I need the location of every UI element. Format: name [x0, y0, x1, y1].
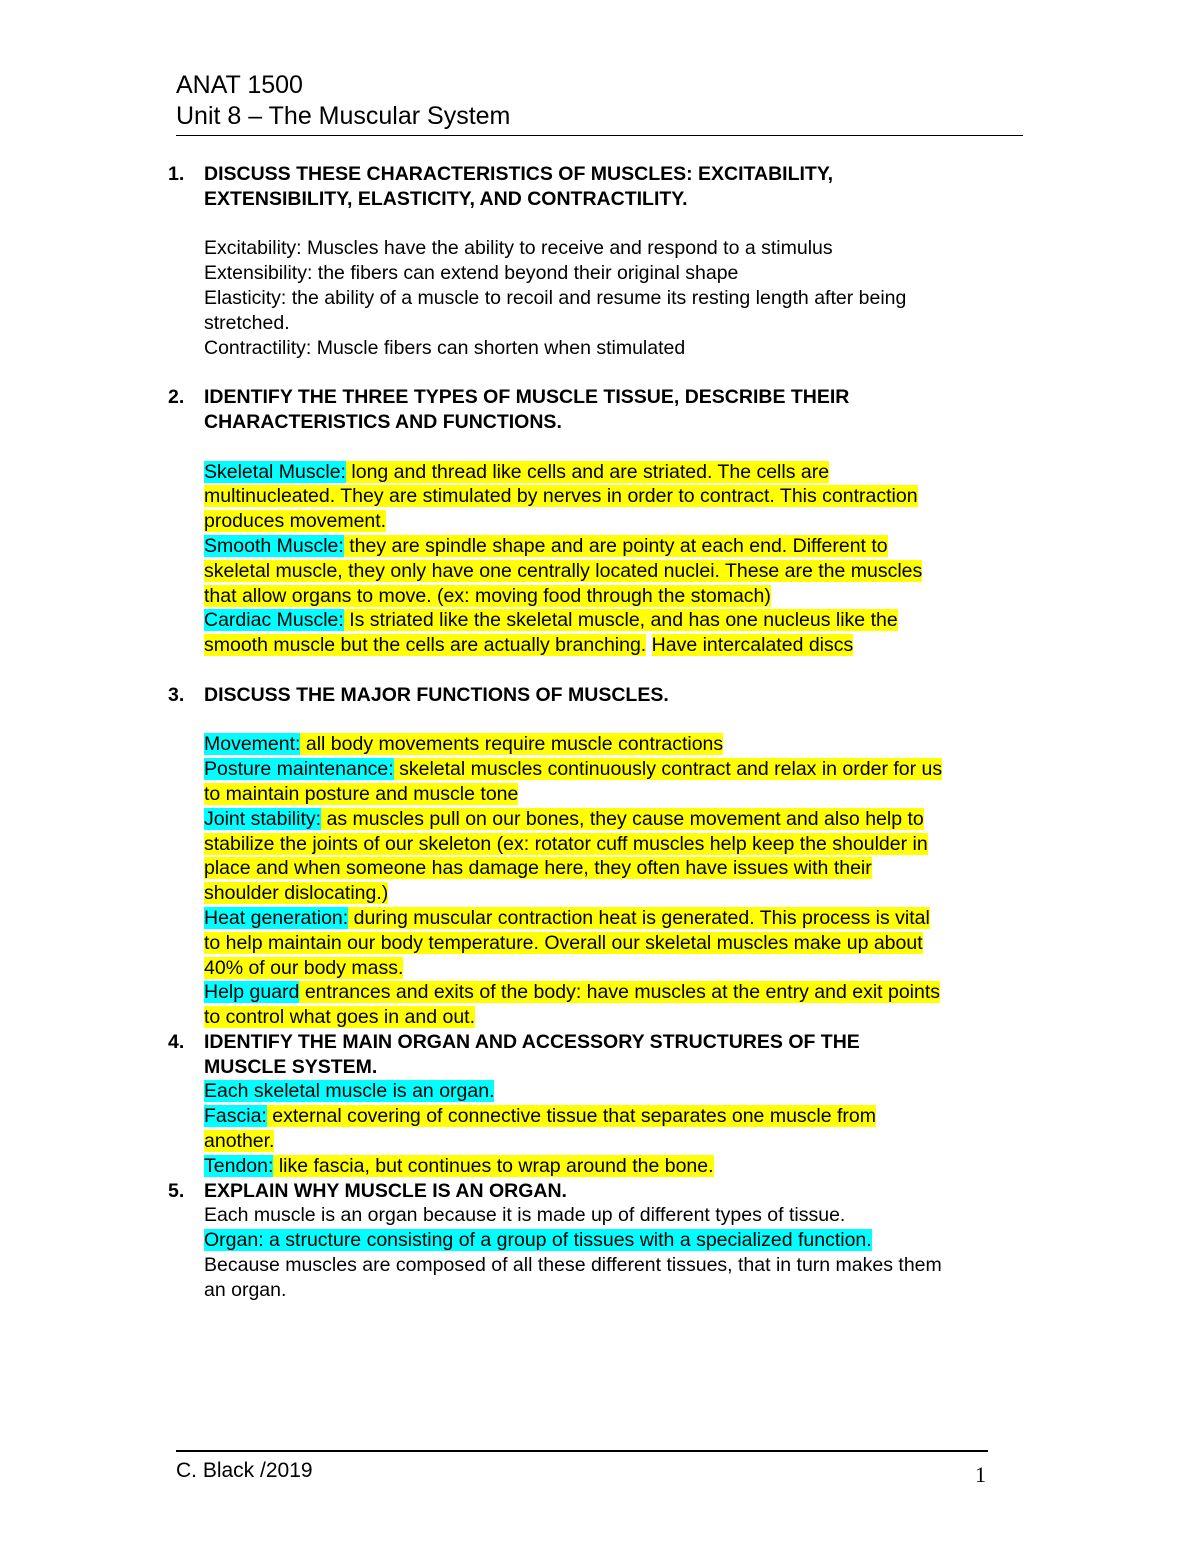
answer-line	[204, 732, 1028, 757]
definition-highlight: that allow organs to move. (ex: moving food through the stomach)	[204, 584, 771, 607]
term-highlight: Fascia:	[204, 1105, 267, 1128]
question-title-line: IDENTIFY THE THREE TYPES OF MUSCLE TISSUE, DESCRIBE THEIR	[204, 386, 850, 409]
term-highlight: Tendon:	[204, 1154, 274, 1177]
definition-highlight: skeletal muscles continuously contract and relax in order for us	[393, 758, 943, 781]
answer-1	[204, 236, 1028, 360]
question-title-line: MUSCLE SYSTEM.	[204, 1055, 378, 1078]
answer-line	[204, 881, 1028, 906]
answer-line	[204, 534, 1028, 559]
footer-author: C. Black /2019	[176, 1459, 313, 1482]
term-highlight: Heat generation:	[204, 906, 349, 929]
answer-line	[204, 1005, 1028, 1030]
definition-highlight: as muscles pull on our bones, they cause movement and also help to	[321, 807, 924, 830]
definition-highlight: place and when someone has damage here, they often have issues with their	[204, 857, 872, 880]
definition-highlight: smooth muscle but the cells are actually branching.	[204, 634, 647, 657]
question-3	[168, 683, 1028, 708]
definition-highlight: skeletal muscle, they only have one centrally located nuclei. These are the muscles	[204, 559, 923, 582]
definition-highlight: entrances and exits of the body: have muscles at the entry and exit points	[299, 981, 941, 1004]
term-highlight: Cardiac Muscle:	[204, 609, 344, 632]
answer-line	[204, 633, 1028, 658]
question-1	[168, 162, 1028, 212]
answer-line	[204, 832, 1028, 857]
definition-highlight: 40% of our body mass.	[204, 956, 404, 979]
answer-3	[204, 732, 1028, 1030]
definition-highlight: stabilize the joints of our skeleton (ex: rotator cuff muscles help keep the shoulder in	[204, 832, 928, 855]
question-number: 5.	[168, 1179, 185, 1202]
answer-line	[204, 1154, 1028, 1179]
document-body	[168, 162, 1028, 1303]
definition-highlight: multinucleated. They are stimulated by nerves in order to contract. This contraction	[204, 485, 918, 508]
course-code: ANAT 1500	[176, 71, 303, 99]
answer-line	[204, 559, 1028, 584]
question-title-line: EXTENSIBILITY, ELASTICITY, AND CONTRACTILITY.	[204, 187, 688, 210]
page-number: 1	[975, 1462, 986, 1487]
answer-line: Elasticity: the ability of a muscle to recoil and resume its resting length after being	[204, 286, 907, 309]
answer-line	[204, 1228, 1028, 1253]
answer-line	[204, 856, 1028, 881]
answer-line	[204, 1079, 1028, 1104]
answer-line	[204, 782, 1028, 807]
answer-line	[204, 956, 1028, 981]
definition-highlight: to help maintain our body temperature. Overall our skeletal muscles make up about	[204, 931, 923, 954]
answer-2	[204, 460, 1028, 658]
question-number: 1.	[168, 163, 185, 185]
definition-highlight: they are spindle shape and are pointy at each end. Different to	[343, 534, 888, 557]
term-highlight: Skeletal Muscle:	[204, 460, 346, 483]
question-title: DISCUSS THE MAJOR FUNCTIONS OF MUSCLES.	[204, 683, 669, 706]
question-5	[168, 1179, 1028, 1204]
question-number: 4.	[168, 1030, 185, 1053]
question-number: 2.	[168, 386, 185, 409]
definition-highlight: like fascia, but continues to wrap around the bone.	[273, 1154, 714, 1177]
answer-line: stretched.	[204, 311, 290, 334]
term-highlight: Joint stability:	[204, 807, 322, 830]
question-title-line: CHARACTERISTICS AND FUNCTIONS.	[204, 410, 562, 433]
question-4	[168, 1030, 1028, 1080]
question-number: 3.	[168, 683, 185, 706]
term-highlight: Each skeletal muscle is an organ.	[204, 1080, 495, 1103]
answer-line	[204, 1129, 1028, 1154]
term-highlight: Posture maintenance:	[204, 758, 394, 781]
definition-highlight: to control what goes in and out.	[204, 1006, 476, 1029]
question-title-line: DISCUSS THESE CHARACTERISTICS OF MUSCLES: EXCITABILITY,	[204, 163, 834, 185]
answer-line: Contractility: Muscle fibers can shorten when stimulated	[204, 336, 686, 359]
definition-highlight: another.	[204, 1130, 275, 1153]
definition-highlight: Is striated like the skeletal muscle, and has one nucleus like the	[343, 609, 898, 632]
definition-highlight: external covering of connective tissue that separates one muscle from	[266, 1105, 877, 1128]
answer-line	[204, 608, 1028, 633]
question-title	[204, 162, 1028, 212]
definition-highlight: produces movement.	[204, 510, 387, 533]
answer-4	[204, 1079, 1028, 1178]
answer-line	[204, 584, 1028, 609]
answer-5	[204, 1203, 1028, 1302]
answer-line	[204, 807, 1028, 832]
question-title	[204, 1030, 1028, 1080]
answer-line	[204, 1104, 1028, 1129]
answer-line	[204, 460, 1028, 485]
definition-highlight: during muscular contraction heat is generated. This process is vital	[348, 906, 930, 929]
answer-line: Extensibility: the fibers can extend beyond their original shape	[204, 262, 739, 285]
question-title	[204, 385, 1028, 435]
unit-title: Unit 8 – The Muscular System	[176, 101, 1023, 136]
question-2	[168, 385, 1028, 435]
answer-line	[204, 509, 1028, 534]
answer-line	[204, 757, 1028, 782]
definition-highlight: to maintain posture and muscle tone	[204, 782, 519, 805]
term-highlight: Smooth Muscle:	[204, 534, 344, 557]
question-title: EXPLAIN WHY MUSCLE IS AN ORGAN.	[204, 1179, 567, 1202]
answer-line: Because muscles are composed of all these different tissues, that in turn makes them	[204, 1254, 942, 1277]
question-title-line: IDENTIFY THE MAIN ORGAN AND ACCESSORY STRUCTURES OF THE	[204, 1030, 860, 1053]
answer-line: Excitability: Muscles have the ability to receive and respond to a stimulus	[204, 237, 833, 260]
term-highlight: Organ: a structure consisting of a group of tissues with a specialized function.	[204, 1229, 872, 1252]
answer-line	[204, 484, 1028, 509]
page-header	[176, 70, 1023, 136]
definition-highlight: shoulder dislocating.)	[204, 882, 389, 905]
answer-line	[204, 931, 1028, 956]
answer-line: Each muscle is an organ because it is made up of different types of tissue.	[204, 1204, 846, 1227]
footer-divider	[176, 1450, 988, 1452]
answer-line	[204, 980, 1028, 1005]
definition-highlight: all body movements require muscle contractions	[300, 733, 724, 756]
definition-highlight: long and thread like cells and are striated. The cells are	[345, 460, 830, 483]
term-highlight: Help guard	[204, 981, 300, 1004]
answer-line: an organ.	[204, 1278, 287, 1301]
term-highlight: Movement:	[204, 733, 301, 756]
definition-highlight: Have intercalated discs	[651, 634, 854, 657]
answer-line	[204, 906, 1028, 931]
